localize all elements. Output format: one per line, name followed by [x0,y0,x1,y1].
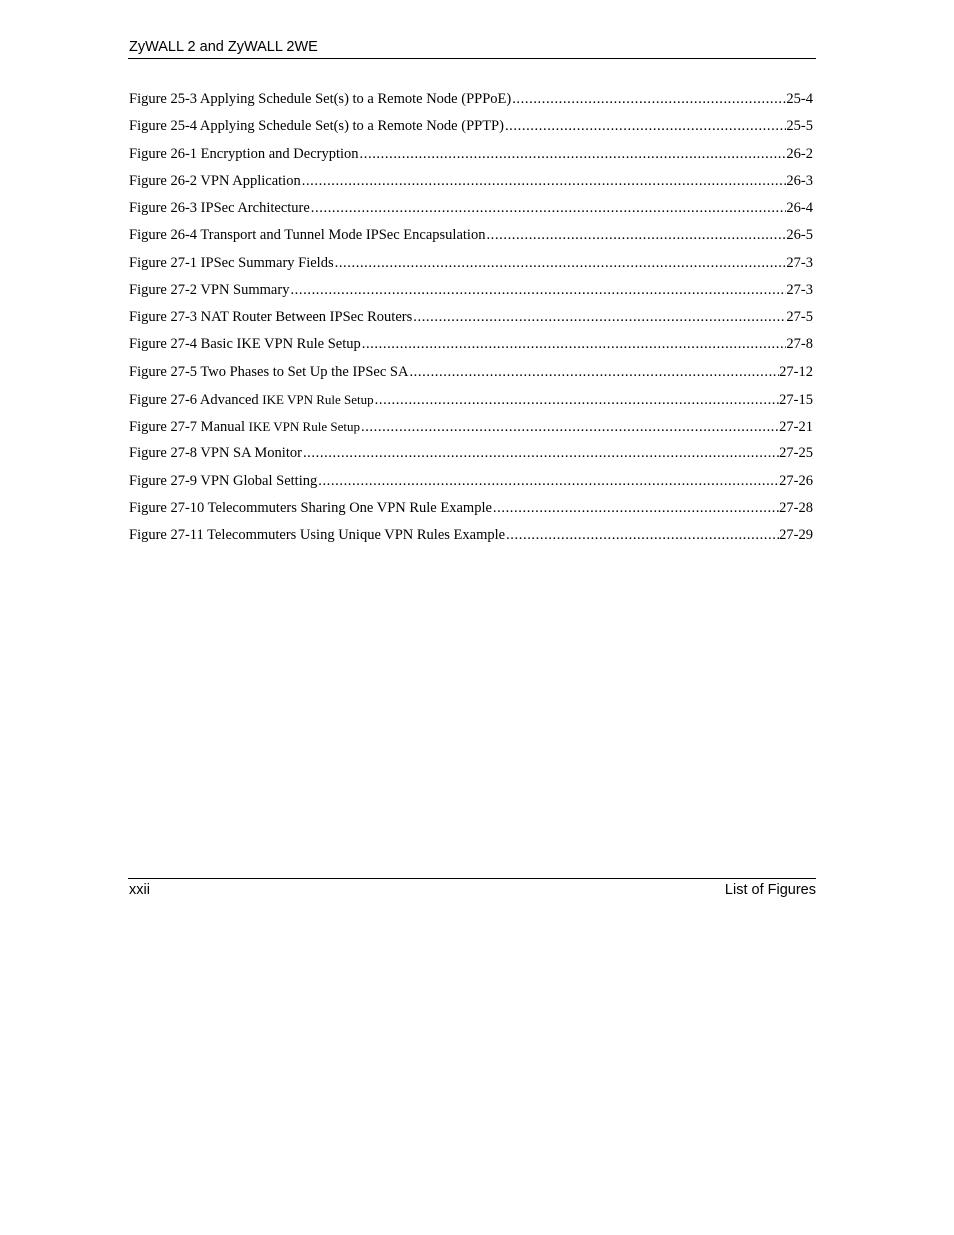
toc-entry-title-text: Figure 25-4 Applying Schedule Set(s) to a Remote Node (PPTP) [129,118,504,135]
page-number: xxii [129,882,150,898]
toc-entry-page: 27-5 [786,309,813,325]
toc-entry-page: 27-29 [779,527,813,543]
toc-entry-title-text: Figure 26-1 Encryption and Decryption [129,145,359,162]
toc-entry-page: 27-21 [779,419,813,435]
dot-leader [374,387,780,413]
toc-entry-page: 25-4 [786,91,813,107]
toc-entry[interactable] [129,141,813,168]
dot-leader [412,304,786,331]
toc-entry-title-text: Figure 27-8 VPN SA Monitor [129,445,302,462]
toc-entry[interactable] [129,250,813,277]
toc-entry[interactable] [129,195,813,222]
toc-entry-title [129,277,289,304]
toc-entry-title [129,440,302,467]
toc-entry[interactable] [129,86,813,113]
toc-entry-title [129,413,360,440]
toc-entry[interactable] [129,277,813,304]
dot-leader [511,86,786,113]
toc-entry-page: 27-25 [779,445,813,462]
toc-entry-title-text: Figure 26-3 IPSec Architecture [129,200,310,216]
toc-entry-title-text: Figure 26-4 Transport and Tunnel Mode IPSec Encapsulation [129,227,486,244]
toc-entry-title [129,222,485,249]
dot-leader [485,222,786,249]
toc-entry-title-text: Figure 27-9 VPN Global Setting [129,472,318,489]
toc-entry-page: 27-28 [779,499,813,516]
toc-entry-title-text: Figure 27-7 Manual [129,419,249,435]
toc-entry[interactable] [129,331,813,358]
toc-entry-title-text: Figure 25-3 Applying Schedule Set(s) to a Remote Node (PPPoE) [129,91,512,107]
document-title: ZyWALL 2 and ZyWALL 2WE [129,39,318,55]
toc-entry-title-text: Figure 27-2 VPN Summary [129,281,290,298]
toc-entry-title [129,141,359,168]
toc-entry-title-smallcaps: IKE VPN Rule Setup [248,419,360,434]
dot-leader [361,331,787,358]
toc-entry[interactable] [129,440,813,467]
toc-entry[interactable] [129,386,813,413]
dot-leader [359,141,787,168]
toc-entry-title [129,250,334,277]
toc-entry-page: 27-26 [779,472,813,489]
toc-entry-page: 25-5 [786,118,813,135]
toc-entry[interactable] [129,468,813,495]
toc-entry[interactable] [129,113,813,140]
dot-leader [289,277,786,304]
toc-entry[interactable] [129,359,813,386]
toc-entry-title-text: Figure 26-2 VPN Application [129,172,301,189]
toc-entry-title-text: Figure 27-1 IPSec Summary Fields [129,254,334,271]
toc-entry-title [129,331,361,358]
toc-entry-title [129,304,412,331]
toc-entry-title-text: Figure 27-10 Telecommuters Sharing One VPN Rule Example [129,499,492,516]
toc-entry-page: 27-8 [786,336,813,353]
dot-leader [504,113,786,140]
section-name: List of Figures [724,882,816,898]
toc-entry-page: 27-15 [779,391,813,408]
toc-entry-title [129,359,408,386]
dot-leader [310,195,787,222]
toc-entry[interactable] [129,413,813,440]
toc-entry-page: 27-12 [779,363,813,380]
toc-entry-page: 26-3 [786,172,813,189]
toc-entry-page: 27-3 [786,254,813,271]
page-header [128,36,816,59]
dot-leader [334,250,787,277]
dot-leader [301,168,787,195]
toc-entry[interactable] [129,495,813,522]
toc-entry-title [129,195,310,222]
toc-entry-title [129,495,492,522]
toc-entry[interactable] [129,222,813,249]
toc-entry-title [129,86,511,113]
toc-entry-title-text: Figure 27-6 Advanced [129,391,263,408]
dot-leader [317,468,779,495]
dot-leader [302,440,779,467]
toc-entry[interactable] [129,168,813,195]
toc-entry-title-text: Figure 27-3 NAT Router Between IPSec Routers [129,309,413,325]
toc-entry-page: 26-2 [786,145,813,162]
toc-entry-title [129,386,374,413]
toc-entry-title [129,113,504,140]
dot-leader [505,522,779,549]
toc-entry[interactable] [129,522,813,549]
toc-entry-page: 26-4 [786,200,813,216]
dot-leader [408,359,779,386]
toc-entry-title [129,168,301,195]
list-of-figures [129,86,813,549]
toc-entry[interactable] [129,304,813,331]
toc-entry-title-text: Figure 27-5 Two Phases to Set Up the IPSec SA [129,363,409,380]
toc-entry-page: 26-5 [786,227,813,244]
dot-leader [360,414,779,440]
toc-entry-title [129,522,505,549]
toc-entry-title-text: Figure 27-11 Telecommuters Using Unique VPN Rules Example [129,527,506,543]
page-footer [128,878,816,901]
toc-entry-title [129,468,317,495]
toc-entry-page: 27-3 [786,281,813,298]
toc-entry-title-smallcaps: IKE VPN Rule Setup [262,391,374,407]
dot-leader [492,495,779,522]
toc-entry-title-text: Figure 27-4 Basic IKE VPN Rule Setup [129,336,361,353]
